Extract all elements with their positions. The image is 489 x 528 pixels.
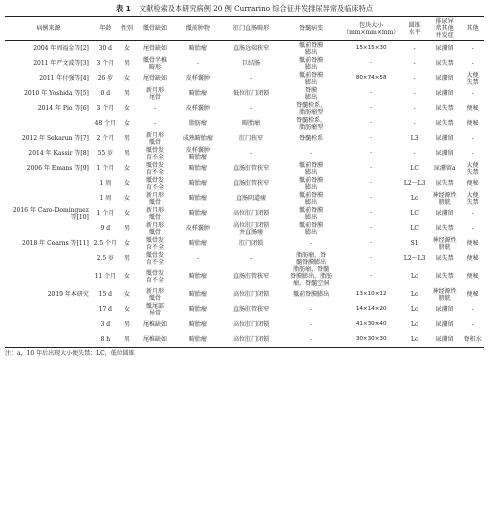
table-cell: 2010 年 Yoshida 等[5] [24, 90, 89, 97]
table-cell: 高位肛门闭锁 [233, 321, 270, 328]
table-cell: 30 d [98, 45, 113, 52]
table-cell: 2011 年严文波等[3] [33, 60, 89, 67]
table-cell: 15 d [98, 291, 113, 298]
table-cell: 低位肛门闭锁 [233, 90, 270, 97]
table-cell: - [471, 90, 474, 97]
table-cell: 骶前脊膜 膨出 [299, 191, 324, 206]
table-cell: - [310, 240, 313, 247]
table-cell [5, 221, 92, 236]
table-cell: 2016 年 Caro-Dominguez 等[10] [12, 206, 89, 221]
table-cell: 直肠阴道瘘 [236, 195, 267, 202]
table-cell: 成熟畸胎瘤 [182, 135, 213, 142]
table-cell: - [471, 306, 474, 313]
table-cell: 脊积水 [461, 332, 484, 348]
table-cell: 尿失禁 [435, 180, 454, 187]
table-cell: 畸胎瘤 [188, 195, 207, 202]
table-cell: 男 [124, 225, 131, 232]
table-cell: 高位肛门闭锁 [233, 291, 270, 298]
table-row [5, 146, 484, 161]
table-cell: 尿失禁 [435, 120, 454, 127]
table-cell: 便秘 [466, 240, 479, 247]
table-cell: - [471, 210, 474, 217]
table-cell: 骶骨发 育不全 [145, 176, 164, 191]
table-cell: - [250, 150, 253, 157]
table-body [5, 41, 484, 348]
table-cell: - [413, 90, 416, 97]
table-cell: - [370, 210, 373, 216]
table-cell: - [413, 45, 416, 52]
table-cell [5, 266, 92, 287]
table-cell: 新月形 骶骨 [145, 221, 164, 236]
table-cell: 直肠肛管狭窄 [233, 165, 270, 172]
table-cell: 骶前脊膜 膨出 [299, 161, 324, 176]
table-cell: 女 [124, 105, 131, 112]
table-cell: 男 [119, 332, 136, 348]
table-cell: 皮样囊肿 [185, 75, 210, 82]
table-cell: Lc [410, 306, 419, 313]
table-cell: LC [410, 165, 419, 172]
table-cell: 尿潴留 [435, 75, 454, 82]
table-cell: - [370, 90, 373, 96]
table-cell: 41×30×40 [355, 321, 387, 327]
table-cell: 巨结肠 [242, 60, 261, 67]
table-cell: 骶前脊膜膨出 [293, 291, 330, 298]
table-cell: 1 周 [99, 180, 112, 187]
table-cell: 女 [124, 120, 131, 127]
table-cell: 高位肛门闭锁 [233, 210, 270, 217]
table-cell: 神经源性 膀胱 [432, 191, 457, 206]
table-cell: - [196, 60, 199, 67]
table-cell: Lc [410, 273, 419, 280]
table-cell: 便秘 [466, 105, 479, 112]
table-cell: - [413, 75, 416, 82]
table-cell: - [413, 105, 416, 112]
table-cell: 尿失禁 [435, 225, 454, 232]
table-cell: 新月形 尾骨 [145, 86, 164, 101]
table-cell: Lc [410, 321, 419, 328]
table-row [5, 56, 484, 71]
table-row [5, 251, 484, 266]
table-cell: 女 [124, 210, 131, 217]
table-cell: - [471, 321, 474, 328]
table-cell: - [370, 135, 373, 141]
table-cell: 畸胎瘤 [188, 306, 207, 313]
table-cell: 脊髓栓系 [299, 135, 324, 142]
table-cell: - [370, 150, 373, 156]
table-footnote: 注：a，10 年后出现大小便失禁；LC，低位圆锥 [5, 350, 135, 357]
table-cell: 便秘 [466, 255, 479, 262]
table-cell: 9 d [100, 225, 111, 232]
table-cell: 女 [124, 165, 131, 172]
table-cell: 高位肛门闭锁 [221, 332, 281, 348]
column-header: 脊髓病变 [281, 17, 341, 41]
table-cell: 大便 失禁 [466, 161, 479, 176]
table-cell: 2.5 个月 [93, 240, 118, 247]
table-cell: 高位肛门闭锁 并直肠瘘 [233, 221, 270, 236]
table-row [5, 302, 484, 317]
table-cell: 便秘 [466, 120, 479, 127]
table-cell: LC [410, 210, 419, 217]
table-cell: - [413, 60, 416, 67]
column-header: 圆锥 水平 [401, 17, 428, 41]
table-cell: 直肠肛管狭窄 [233, 306, 270, 313]
column-header: 肛门直肠畸形 [221, 17, 281, 41]
table-cell: 畸胎瘤 [188, 180, 207, 187]
table-cell: 17 d [98, 306, 113, 313]
table-cell: 骶前脊膜 膨出 [299, 71, 324, 86]
table-cell: 48 个月 [94, 120, 117, 127]
table-cell: - [370, 225, 373, 231]
table-cell: 神经源性 膀胱 [432, 236, 457, 251]
table-cell: - [370, 165, 373, 171]
table-cell: - [471, 150, 474, 157]
table-cell: 13×10×12 [355, 291, 387, 297]
table-cell: - [370, 273, 373, 279]
table-cell [5, 317, 92, 332]
table-cell: 3 d [100, 321, 111, 328]
table-cell: 畸胎瘤 [242, 120, 261, 127]
table-cell: 1 个月 [96, 210, 115, 217]
column-header: 包块大小 （mm×mm×mm） [341, 17, 401, 41]
table-row [5, 317, 484, 332]
table-header [5, 17, 484, 41]
table-cell: 尿失禁 [435, 255, 454, 262]
table-cell: 女 [124, 75, 131, 82]
table-cell: - [370, 180, 373, 186]
table-cell: 大便 失禁 [466, 191, 479, 206]
table-cell: 0 d [100, 90, 111, 97]
table-cell: 畸胎瘤 [188, 90, 207, 97]
table-cell: 脂肪瘤 [188, 120, 207, 127]
table-cell: S1 [410, 240, 419, 247]
table-row [5, 161, 484, 176]
table-cell: 骶骨发 育不全 [145, 251, 164, 266]
table-cell: 皮样囊肿 畸胎瘤 [185, 146, 210, 161]
table-cell: 30×30×30 [341, 332, 401, 348]
table-cell: 畸胎瘤 [188, 210, 207, 217]
table-cell: - [413, 120, 416, 127]
table-cell [5, 191, 92, 206]
table-cell: 皮样囊肿 [185, 105, 210, 112]
table-cell: 女 [124, 195, 131, 202]
table-cell: 1 周 [99, 195, 112, 202]
table-cell: 畸胎瘤 [188, 321, 207, 328]
table-cell: 骶骨发 育不全 [145, 236, 164, 251]
table-cell: L2～L3 [403, 180, 426, 187]
table-cell: - [471, 135, 474, 142]
table-row [5, 86, 484, 101]
table-cell: 尿潴留 [435, 150, 454, 157]
table-cell: 畸胎瘤 [188, 165, 207, 172]
table-cell: 脊膜 膨出 [305, 86, 318, 101]
table-cell: 畸胎瘤 [188, 45, 207, 52]
table-cell: 男 [124, 255, 131, 262]
table-cell: 脂肪瘤，脊 髓脊膜膨出 [296, 251, 327, 266]
column-header: 年龄 [92, 17, 119, 41]
table-cell: 2018 年 Cearns 等[11] [22, 240, 89, 247]
table-cell: 便秘 [466, 273, 479, 280]
column-header: 其他 [461, 17, 484, 41]
table-cell: 3 个月 [96, 105, 115, 112]
table-cell: 2.5 岁 [96, 255, 115, 262]
table-cell: - [153, 105, 156, 112]
table-cell: 2 个月 [96, 135, 115, 142]
table-cell: LC [410, 225, 419, 232]
table-row [5, 176, 484, 191]
table-cell: 男 [124, 150, 131, 157]
table-cell: 大便 失禁 [466, 71, 479, 86]
table-cell: 2011 年付强等[4] [39, 75, 89, 82]
table-row [5, 101, 484, 116]
table-cell: 肛门狭窄 [239, 135, 264, 142]
table-cell: 男 [124, 90, 131, 97]
table-cell: 3 个月 [96, 60, 115, 67]
table-cell: 尿潴留 [435, 306, 454, 313]
table-cell: - [471, 225, 474, 232]
table-cell: - [250, 75, 253, 82]
table-cell [5, 176, 92, 191]
table-cell: 骶前脊膜 膨出 [299, 206, 324, 221]
column-header: 骶骨缺如 [135, 17, 174, 41]
table-cell: 新月形 骶骨 [145, 287, 164, 302]
table-cell: 便秘 [466, 291, 479, 298]
table-cell: 2014 年 Pio 等[6] [37, 105, 89, 112]
table-cell: 女 [124, 240, 131, 247]
table-cell: 尿潴留a [433, 165, 456, 172]
table-cell: 尿潴留 [435, 135, 454, 142]
table-cell: 2014 年 Kassir 等[8] [28, 150, 89, 157]
table-cell: 26 岁 [97, 75, 114, 82]
table-cell: - [310, 306, 313, 313]
table-cell: 直肠远端狭窄 [233, 45, 270, 52]
table-cell: 2006 年 Emans 等[9] [26, 165, 89, 172]
table-number: 表 1 [116, 4, 131, 13]
table-cell: 神经源性 膀胱 [432, 287, 457, 302]
table-cell: 尿失禁 [435, 273, 454, 280]
table-cell: - [370, 195, 373, 201]
table-cell: - [281, 332, 341, 348]
table-cell: Lc [410, 291, 419, 298]
table-cell: - [370, 240, 373, 246]
table-cell: 1 个月 [96, 165, 115, 172]
table-cell: L3 [410, 135, 419, 142]
table-cell: 骶骨发 育不全 [145, 269, 164, 284]
table-cell: 15×15×30 [355, 45, 387, 51]
table-cell: 脊髓栓系， 脂肪瘤型 [296, 101, 327, 116]
table-cell [5, 302, 92, 317]
table-cell: - [471, 45, 474, 52]
table-cell: 骶前脊膜 膨出 [299, 176, 324, 191]
table-cell: 脊髓栓系， 脂肪瘤型 [296, 116, 327, 131]
table-cell: - [370, 255, 373, 261]
table-cell: 皮样囊肿 [185, 225, 210, 232]
table-cell: 2004 年周福金等[2] [33, 45, 89, 52]
column-header: 病例来源 [5, 17, 92, 41]
table-cell: 男 [124, 135, 131, 142]
table-row [5, 206, 484, 221]
table-row [5, 41, 484, 57]
table-cell: 11 个月 [94, 273, 117, 280]
table-cell: 女 [124, 273, 131, 280]
table-cell: - [250, 255, 253, 262]
case-table [5, 16, 484, 348]
table-cell: 女 [124, 180, 131, 187]
table-cell: 直肠肛管狭窄 [233, 273, 270, 280]
table-cell: 骶骨半椎 畸形 [142, 56, 167, 71]
table-cell: - [310, 150, 313, 157]
table-cell: - [250, 105, 253, 112]
table-row [5, 131, 484, 146]
table-cell: 畸胎瘤 [188, 240, 207, 247]
table-cell: - [153, 120, 156, 127]
table-cell: - [370, 60, 373, 66]
table-cell: 新月形 骶骨 [145, 131, 164, 146]
table-cell: 尿潴留 [435, 90, 454, 97]
table-cell: 骶骨发 育不全 [145, 161, 164, 176]
table-cell: 2012 年 Sekarun 等[7] [21, 135, 89, 142]
table-cell: 尿潴留 [435, 45, 454, 52]
table-cell: - [370, 120, 373, 126]
table-row [5, 116, 484, 131]
table-cell: Lc [401, 332, 428, 348]
table-title: 文献检索及本研究病例 20 例 Currarino 综合征并发排尿异常及临床特点 [139, 4, 373, 13]
table-cell: 尿潴留 [428, 332, 461, 348]
table-cell: 尾椎缺如 [142, 321, 167, 328]
table-cell: 畸胎瘤 [188, 273, 207, 280]
table-cell: 80×74×58 [355, 75, 387, 81]
table-cell: 直肠肛管狭窄 [233, 180, 270, 187]
table-caption [5, 4, 484, 14]
table-cell: 尾椎缺如 [135, 332, 174, 348]
table-cell [5, 332, 92, 348]
table-cell: 新月形 骶骨 [145, 191, 164, 206]
table-cell: 便秘 [466, 180, 479, 187]
table-cell: 尾骨缺如 [142, 45, 167, 52]
table-cell: - [196, 255, 199, 262]
table-cell: 新月形 骶骨 [145, 206, 164, 221]
table-row [5, 71, 484, 86]
table-cell: 女 [124, 291, 131, 298]
table-cell: 骶前脊膜 膨出 [299, 41, 324, 56]
table-cell: - [413, 150, 416, 157]
table-cell: 骶前脊膜 膨出 [299, 56, 324, 71]
table-cell: 男 [124, 60, 131, 67]
table-row [5, 266, 484, 287]
table-row [5, 221, 484, 236]
table-cell: 2019 年本研究 [47, 291, 89, 298]
table-cell: 骶骨发 育不全 [145, 146, 164, 161]
table-cell: 尿潴留 [435, 321, 454, 328]
table-row [5, 236, 484, 251]
table-cell: 尿失禁 [435, 105, 454, 112]
table-row [5, 287, 484, 302]
column-header: 排尿异 常其他 并发症 [428, 17, 461, 41]
table-cell: L2～L3 [403, 255, 426, 262]
table-cell: 尿潴留 [435, 210, 454, 217]
table-row [5, 332, 484, 348]
table-cell: 畸胎瘤 [175, 332, 222, 348]
table-cell: - [471, 60, 474, 67]
table-cell: 女 [124, 45, 131, 52]
table-cell: 脂肪瘤，脊髓 脊膜膨出，脂肪 瘤，脊髓空洞 [290, 266, 333, 287]
column-header: 骶前肿物 [175, 17, 222, 41]
table-cell: 骶尾部 异常 [145, 302, 164, 317]
table-cell: 55 岁 [97, 150, 114, 157]
table-cell: 畸胎瘤 [188, 291, 207, 298]
table-cell: 14×14×20 [355, 306, 387, 312]
table-cell: 肛门闭锁 [239, 240, 264, 247]
table-cell: 男 [124, 321, 131, 328]
table-cell: Lc [410, 195, 419, 202]
table-cell: 8 h [92, 332, 119, 348]
column-header: 性别 [119, 17, 136, 41]
table-cell [5, 251, 92, 266]
table-cell: 骶前脊膜 膨出 [299, 221, 324, 236]
table-cell: 尿失禁 [435, 60, 454, 67]
table-cell [5, 116, 92, 131]
table-cell: 尾骨缺如 [142, 75, 167, 82]
table-cell: - [370, 105, 373, 111]
table-cell: 女 [124, 306, 131, 313]
table-cell: - [310, 321, 313, 328]
table-row [5, 191, 484, 206]
